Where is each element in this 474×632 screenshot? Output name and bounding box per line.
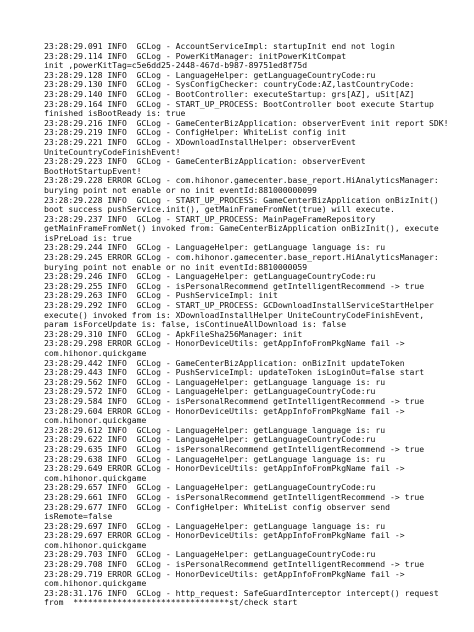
- log-line: 23:28:29.677 INFO GCLog - ConfigHelper: WhiteList config observer send: [44, 501, 390, 512]
- log-line: 23:28:29.708 INFO GCLog - isPersonalRecommend getIntelligentRecommend -> true: [44, 559, 425, 570]
- log-line: 23:28:29.697 INFO GCLog - LanguageHelper: getLanguage language is: ru: [44, 520, 386, 531]
- log-line: 23:28:29.221 INFO GCLog - XDownloadInstallHelper: observerEvent: [44, 136, 356, 147]
- log-line: 23:28:31.176 INFO GCLog - http_request: SafeGuardInterceptor intercept() request: [44, 587, 439, 598]
- log-line: 23:28:29.091 INFO GCLog - AccountServiceImpl: startupInit end not login: [44, 41, 395, 51]
- log-line: 23:28:29.263 INFO GCLog - PushServiceImpl: init: [44, 290, 278, 301]
- log-line: 23:28:29.246 INFO GCLog - LanguageHelper: getLanguageCountryCode:ru: [44, 271, 376, 282]
- log-line: 23:28:29.612 INFO GCLog - LanguageHelper: getLanguage language is: ru: [44, 424, 386, 435]
- log-line: 23:28:29.703 INFO GCLog - LanguageHelper: getLanguageCountryCode:ru: [44, 549, 376, 560]
- log-line: 23:28:29.657 INFO GCLog - LanguageHelper: getLanguageCountryCode:ru: [44, 482, 376, 493]
- log-line: burying point not enable or no init eventId:881000000099: [44, 184, 317, 195]
- log-line: 23:28:29.128 INFO GCLog - LanguageHelper: getLanguageCountryCode:ru: [44, 69, 376, 80]
- log-line: 23:28:29.584 INFO GCLog - isPersonalRecommend getIntelligentRecommend -> true: [44, 395, 425, 406]
- log-line: com.hihonor.quickgame: [44, 348, 147, 358]
- log-line: 23:28:29.292 INFO GCLog - START_UP_PROCESS: GCDownloadInstallServiceStartHelper: [44, 300, 434, 311]
- log-line: 23:28:29.638 INFO GCLog - LanguageHelper: getLanguage language is: ru: [44, 453, 386, 464]
- log-line: BootHotStartupEvent!: [44, 165, 142, 176]
- log-line: init ,powerKitTag=c5e6dd25-2448-467d-b987-89751ed8f75d: [44, 60, 308, 71]
- log-text-block: [44, 42, 464, 608]
- log-line: 23:28:29.228 INFO GCLog - START_UP_PROCESS: GameCenterBizApplication onBizInit(): [44, 194, 439, 205]
- log-line: 23:28:29.140 INFO GCLog - BootController: executeStartup: grs[AZ], uSit[AZ]: [44, 88, 415, 99]
- log-line: 23:28:29.604 ERROR GCLog - HonorDeviceUtils: getAppInfoFromPkgName fail ->: [44, 405, 405, 416]
- log-line: 23:28:29.719 ERROR GCLog - HonorDeviceUtils: getAppInfoFromPkgName fail ->: [44, 568, 405, 579]
- log-line: 23:28:29.572 INFO GCLog - LanguageHelper: getLanguageCountryCode:ru: [44, 386, 376, 397]
- log-line: isRemote=false: [44, 511, 113, 522]
- log-line: param isForceUpdate is: false, isContinueAllDownload is: false: [44, 319, 347, 330]
- log-line: com.hihonor.quickgame: [44, 415, 147, 426]
- log-line: 23:28:29.244 INFO GCLog - LanguageHelper: getLanguage language is: ru: [44, 242, 386, 253]
- log-line: 23:28:29.130 INFO GCLog - SysConfigChecker: countryCode:AZ,lastCountryCode:: [44, 79, 415, 90]
- log-line: boot success pushService.init(), getMainFrameFromNet(true) will execute.: [44, 204, 395, 215]
- log-line: from ********************************st/check start: [44, 597, 298, 608]
- log-line: 23:28:29.237 INFO GCLog - START_UP_PROCESS: MainPageFrameRepository: [44, 213, 376, 224]
- log-line: com.hihonor.quickgame: [44, 472, 147, 483]
- log-line: com.hihonor.quickgame: [44, 578, 147, 589]
- log-line: 23:28:29.649 ERROR GCLog - HonorDeviceUtils: getAppInfoFromPkgName fail ->: [44, 463, 405, 474]
- log-line: UniteCountryCodeFinishEvent!: [44, 146, 181, 157]
- log-line: execute() invoked from is: XDownloadInstallHelper UniteCountryCodeFinishEvent,: [44, 309, 425, 320]
- log-line: 23:28:29.245 ERROR GCLog - com.hihonor.gamecenter.base_report.HiAnalyticsManager:: [44, 252, 439, 263]
- log-line: getMainFrameFromNet() invoked from: GameCenterBizApplication onBizInit(), execute: [44, 223, 439, 234]
- log-line: 23:28:29.228 ERROR GCLog - com.hihonor.gamecenter.base_report.HiAnalyticsManager:: [44, 175, 439, 186]
- log-line: 23:28:29.443 INFO GCLog - PushServiceImpl: updateToken isLoginOut=false start: [44, 367, 425, 378]
- log-line: 23:28:29.562 INFO GCLog - LanguageHelper: getLanguage language is: ru: [44, 376, 386, 387]
- log-line: finished isBootReady is: true: [44, 108, 186, 119]
- log-line: isPreLoad is: true: [44, 232, 132, 243]
- log-line: 23:28:29.298 ERROR GCLog - HonorDeviceUtils: getAppInfoFromPkgName fail ->: [44, 338, 405, 349]
- log-line: 23:28:29.442 INFO GCLog - GameCenterBizApplication: onBizInit updateToken: [44, 357, 405, 368]
- log-line: 23:28:29.661 INFO GCLog - isPersonalRecommend getIntelligentRecommend -> true: [44, 491, 425, 502]
- log-line: 23:28:29.310 INFO GCLog - ApkFileSha256Manager: init: [44, 328, 303, 339]
- log-line: 23:28:29.255 INFO GCLog - isPersonalRecommend getIntelligentRecommend -> true: [44, 280, 425, 291]
- log-line: 23:28:29.216 INFO GCLog - GameCenterBizApplication: observerEvent init report SDK!: [44, 117, 449, 128]
- log-line: 23:28:29.697 ERROR GCLog - HonorDeviceUtils: getAppInfoFromPkgName fail ->: [44, 530, 405, 541]
- log-line: burying point not enable or no init eventId:8810000059: [44, 261, 308, 272]
- log-line: 23:28:29.114 INFO GCLog - PowerKitManager: initPowerKitCompat: [44, 50, 347, 61]
- log-line: 23:28:29.219 INFO GCLog - ConfigHelper: WhiteList config init: [44, 127, 347, 138]
- log-line: 23:28:29.164 INFO GCLog - START_UP_PROCESS: BootController boot execute Startup: [44, 98, 434, 109]
- log-line: 23:28:29.635 INFO GCLog - isPersonalRecommend getIntelligentRecommend -> true: [44, 443, 425, 454]
- log-line: 23:28:29.622 INFO GCLog - LanguageHelper: getLanguageCountryCode:ru: [44, 434, 376, 445]
- log-line: com.hihonor.quickgame: [44, 539, 147, 550]
- log-line: 23:28:29.223 INFO GCLog - GameCenterBizApplication: observerEvent: [44, 156, 366, 167]
